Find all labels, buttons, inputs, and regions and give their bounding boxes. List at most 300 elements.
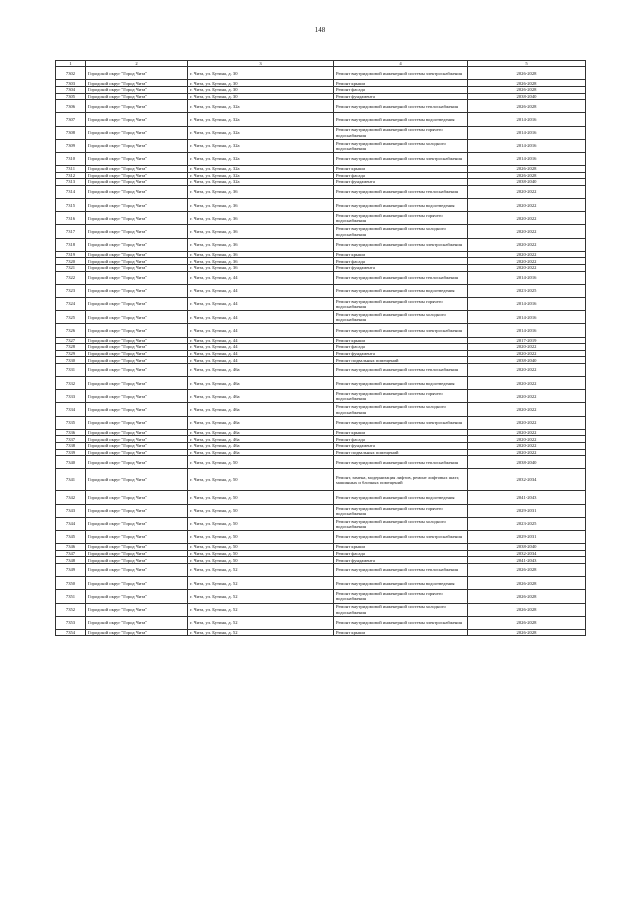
address-cell: г. Чита, ул. Бутина, д. 44 xyxy=(188,311,334,324)
address-cell: г. Чита, ул. Бутина, д. 46а xyxy=(188,416,334,429)
table-row xyxy=(56,491,586,504)
table-row xyxy=(56,377,586,390)
district-name-cell: Городской округ "Город Чита" xyxy=(86,357,188,364)
district-name-cell: Городской округ "Город Чита" xyxy=(86,139,188,152)
work-type-cell: Ремонт внутридомовой инженерной системы холодного водоснабжения xyxy=(334,517,468,530)
table-row xyxy=(56,172,586,179)
work-type-cell: Ремонт внутридомовой инженерной системы водоотведения xyxy=(334,491,468,504)
table-row xyxy=(56,436,586,443)
address-cell: г. Чита, ул. Бутина, д. 50 xyxy=(188,469,334,491)
district-name-cell: Городской округ "Город Чита" xyxy=(86,113,188,126)
row-number-cell: 7320 xyxy=(56,258,86,265)
row-number-cell: 7312 xyxy=(56,172,86,179)
row-number-cell: 7344 xyxy=(56,517,86,530)
row-number-cell: 7349 xyxy=(56,563,86,576)
table-row xyxy=(56,403,586,416)
address-cell: г. Чита, ул. Бутина, д. 50 xyxy=(188,504,334,517)
page-number: 148 xyxy=(314,26,326,34)
work-type-cell: Ремонт внутридомовой инженерной системы горячего водоснабжения xyxy=(334,390,468,403)
row-number-cell: 7341 xyxy=(56,469,86,491)
period-cell: 2020-2022 xyxy=(468,265,586,272)
address-cell: г. Чита, ул. Бутина, д. 44 xyxy=(188,350,334,357)
address-cell: г. Чита, ул. Бутина, д. 44 xyxy=(188,271,334,284)
period-cell: 2020-2022 xyxy=(468,363,586,376)
table-row xyxy=(56,557,586,564)
period-cell: 2020-2022 xyxy=(468,403,586,416)
period-cell: 2041-2043 xyxy=(468,491,586,504)
work-type-cell: Ремонт внутридомовой инженерной системы холодного водоснабжения xyxy=(334,311,468,324)
district-name-cell: Городской округ "Город Чита" xyxy=(86,449,188,456)
district-name-cell: Городской округ "Город Чита" xyxy=(86,100,188,113)
address-cell: г. Чита, ул. Бутина, д. 46а xyxy=(188,449,334,456)
work-type-cell: Ремонт крыши xyxy=(334,629,468,636)
period-cell: 2029-2031 xyxy=(468,504,586,517)
address-cell: г. Чита, ул. Бутина, д. 32а xyxy=(188,152,334,165)
address-cell: г. Чита, ул. Бутина, д. 50 xyxy=(188,544,334,551)
work-type-cell: Ремонт фасада xyxy=(334,436,468,443)
row-number-cell: 7324 xyxy=(56,297,86,310)
district-name-cell: Городской округ "Город Чита" xyxy=(86,199,188,212)
address-cell: г. Чита, ул. Бутина, д. 44 xyxy=(188,344,334,351)
period-cell: 2014-2016 xyxy=(468,152,586,165)
district-name-cell: Городской округ "Город Чита" xyxy=(86,337,188,344)
work-type-cell: Ремонт внутридомовой инженерной системы водоотведения xyxy=(334,113,468,126)
header-cell-5: 5 xyxy=(468,61,586,67)
row-number-cell: 7323 xyxy=(56,284,86,297)
table-row xyxy=(56,284,586,297)
row-number-cell: 7350 xyxy=(56,577,86,590)
address-cell: г. Чита, ул. Бутина, д. 36 xyxy=(188,258,334,265)
district-name-cell: Городской округ "Город Чита" xyxy=(86,297,188,310)
table-row xyxy=(56,603,586,616)
district-name-cell: Городской округ "Город Чита" xyxy=(86,530,188,543)
district-name-cell: Городской округ "Город Чита" xyxy=(86,172,188,179)
district-name-cell: Городской округ "Город Чита" xyxy=(86,416,188,429)
period-cell: 2020-2022 xyxy=(468,449,586,456)
address-cell: г. Чита, ул. Бутина, д. 32а xyxy=(188,100,334,113)
period-cell: 2026-2028 xyxy=(468,80,586,87)
district-name-cell: Городской округ "Город Чита" xyxy=(86,350,188,357)
district-name-cell: Городской округ "Город Чита" xyxy=(86,344,188,351)
period-cell: 2014-2016 xyxy=(468,297,586,310)
work-type-cell: Ремонт фундамента xyxy=(334,443,468,450)
period-cell: 2020-2022 xyxy=(468,251,586,258)
period-cell: 2041-2043 xyxy=(468,557,586,564)
period-cell: 2014-2016 xyxy=(468,126,586,139)
district-name-cell: Городской округ "Город Чита" xyxy=(86,212,188,225)
address-cell: г. Чита, ул. Бутина, д. 46а xyxy=(188,443,334,450)
period-cell: 2029-2031 xyxy=(468,530,586,543)
address-cell: г. Чита, ул. Бутина, д. 46а xyxy=(188,363,334,376)
row-number-cell: 7336 xyxy=(56,429,86,436)
work-type-cell: Ремонт фундамента xyxy=(334,93,468,100)
district-name-cell: Городской округ "Город Чита" xyxy=(86,67,188,80)
work-type-cell: Ремонт крыши xyxy=(334,337,468,344)
address-cell: г. Чита, ул. Бутина, д. 30 xyxy=(188,86,334,93)
district-name-cell: Городской округ "Город Чита" xyxy=(86,93,188,100)
repair-schedule-table xyxy=(55,60,586,636)
row-number-cell: 7333 xyxy=(56,390,86,403)
table-row xyxy=(56,265,586,272)
period-cell: 2020-2022 xyxy=(468,390,586,403)
district-name-cell: Городской округ "Город Чита" xyxy=(86,469,188,491)
work-type-cell: Ремонт внутридомовой инженерной системы электроснабжения xyxy=(334,416,468,429)
row-number-cell: 7339 xyxy=(56,449,86,456)
district-name-cell: Городской округ "Город Чита" xyxy=(86,491,188,504)
row-number-cell: 7327 xyxy=(56,337,86,344)
district-name-cell: Городской округ "Город Чита" xyxy=(86,429,188,436)
work-type-cell: Ремонт внутридомовой инженерной системы горячего водоснабжения xyxy=(334,297,468,310)
district-name-cell: Городской округ "Город Чита" xyxy=(86,284,188,297)
table-row xyxy=(56,139,586,152)
work-type-cell: Ремонт внутридомовой инженерной системы горячего водоснабжения xyxy=(334,126,468,139)
address-cell: г. Чита, ул. Бутина, д. 30 xyxy=(188,67,334,80)
district-name-cell: Городской округ "Город Чита" xyxy=(86,185,188,198)
address-cell: г. Чита, ул. Бутина, д. 46а xyxy=(188,429,334,436)
table-row xyxy=(56,86,586,93)
district-name-cell: Городской округ "Город Чита" xyxy=(86,616,188,629)
table-row xyxy=(56,185,586,198)
address-cell: г. Чита, ул. Бутина, д. 50 xyxy=(188,550,334,557)
table-row xyxy=(56,93,586,100)
address-cell: г. Чита, ул. Бутина, д. 32а xyxy=(188,179,334,186)
row-number-cell: 7306 xyxy=(56,100,86,113)
row-number-cell: 7310 xyxy=(56,152,86,165)
district-name-cell: Городской округ "Город Чита" xyxy=(86,166,188,173)
table-row xyxy=(56,350,586,357)
row-number-cell: 7303 xyxy=(56,80,86,87)
row-number-cell: 7319 xyxy=(56,251,86,258)
work-type-cell: Ремонт крыши xyxy=(334,429,468,436)
work-type-cell: Ремонт фундамента xyxy=(334,350,468,357)
work-type-cell: Ремонт внутридомовой инженерной системы электроснабжения xyxy=(334,67,468,80)
address-cell: г. Чита, ул. Бутина, д. 46а xyxy=(188,377,334,390)
address-cell: г. Чита, ул. Бутина, д. 36 xyxy=(188,238,334,251)
table-row xyxy=(56,517,586,530)
district-name-cell: Городской округ "Город Чита" xyxy=(86,390,188,403)
work-type-cell: Ремонт внутридомовой инженерной системы теплоснабжения xyxy=(334,100,468,113)
address-cell: г. Чита, ул. Бутина, д. 30 xyxy=(188,93,334,100)
table-row xyxy=(56,416,586,429)
work-type-cell: Ремонт внутридомовой инженерной системы теплоснабжения xyxy=(334,456,468,469)
address-cell: г. Чита, ул. Бутина, д. 44 xyxy=(188,357,334,364)
table-body xyxy=(56,67,586,636)
row-number-cell: 7335 xyxy=(56,416,86,429)
address-cell: г. Чита, ул. Бутина, д. 32а xyxy=(188,126,334,139)
row-number-cell: 7354 xyxy=(56,629,86,636)
table-row xyxy=(56,179,586,186)
table-row xyxy=(56,166,586,173)
row-number-cell: 7337 xyxy=(56,436,86,443)
table-row xyxy=(56,258,586,265)
period-cell: 2026-2028 xyxy=(468,86,586,93)
period-cell: 2026-2028 xyxy=(468,629,586,636)
table-row xyxy=(56,337,586,344)
work-type-cell: Ремонт подвальных помещений xyxy=(334,449,468,456)
row-number-cell: 7304 xyxy=(56,86,86,93)
period-cell: 2038-2040 xyxy=(468,93,586,100)
address-cell: г. Чита, ул. Бутина, д. 44 xyxy=(188,337,334,344)
work-type-cell: Ремонт фасада xyxy=(334,258,468,265)
address-cell: г. Чита, ул. Бутина, д. 36 xyxy=(188,225,334,238)
district-name-cell: Городской округ "Город Чита" xyxy=(86,311,188,324)
work-type-cell: Ремонт внутридомовой инженерной системы электроснабжения xyxy=(334,152,468,165)
work-type-cell: Ремонт внутридомовой инженерной системы теплоснабжения xyxy=(334,363,468,376)
row-number-cell: 7340 xyxy=(56,456,86,469)
work-type-cell: Ремонт фасада xyxy=(334,344,468,351)
work-type-cell: Ремонт, замена, модернизация лифтов, ремонт лифтовых шахт, машинных и блочных помещений xyxy=(334,469,468,491)
address-cell: г. Чита, ул. Бутина, д. 30 xyxy=(188,80,334,87)
row-number-cell: 7345 xyxy=(56,530,86,543)
district-name-cell: Городской округ "Город Чита" xyxy=(86,544,188,551)
table-row xyxy=(56,199,586,212)
table-row xyxy=(56,429,586,436)
row-number-cell: 7352 xyxy=(56,603,86,616)
work-type-cell: Ремонт подвальных помещений xyxy=(334,357,468,364)
row-number-cell: 7342 xyxy=(56,491,86,504)
table-row xyxy=(56,357,586,364)
work-type-cell: Ремонт внутридомовой инженерной системы холодного водоснабжения xyxy=(334,403,468,416)
table-row xyxy=(56,212,586,225)
period-cell: 2020-2022 xyxy=(468,238,586,251)
district-name-cell: Городской округ "Город Чита" xyxy=(86,80,188,87)
district-name-cell: Городской округ "Город Чита" xyxy=(86,86,188,93)
period-cell: 2014-2016 xyxy=(468,139,586,152)
period-cell: 2020-2022 xyxy=(468,212,586,225)
row-number-cell: 7325 xyxy=(56,311,86,324)
address-cell: г. Чита, ул. Бутина, д. 46а xyxy=(188,436,334,443)
work-type-cell: Ремонт крыши xyxy=(334,166,468,173)
work-type-cell: Ремонт фасада xyxy=(334,86,468,93)
period-cell: 2026-2028 xyxy=(468,577,586,590)
table-row xyxy=(56,530,586,543)
address-cell: г. Чита, ул. Бутина, д. 36 xyxy=(188,185,334,198)
table-row xyxy=(56,469,586,491)
district-name-cell: Городской округ "Город Чита" xyxy=(86,179,188,186)
row-number-cell: 7332 xyxy=(56,377,86,390)
table-row xyxy=(56,297,586,310)
period-cell: 2020-2022 xyxy=(468,350,586,357)
district-name-cell: Городской округ "Город Чита" xyxy=(86,550,188,557)
period-cell: 2038-2040 xyxy=(468,456,586,469)
row-number-cell: 7309 xyxy=(56,139,86,152)
row-number-cell: 7326 xyxy=(56,324,86,337)
row-number-cell: 7308 xyxy=(56,126,86,139)
period-cell: 2026-2028 xyxy=(468,590,586,603)
period-cell: 2026-2028 xyxy=(468,67,586,80)
work-type-cell: Ремонт внутридомовой инженерной системы электроснабжения xyxy=(334,616,468,629)
address-cell: г. Чита, ул. Бутина, д. 50 xyxy=(188,557,334,564)
period-cell: 2026-2028 xyxy=(468,603,586,616)
row-number-cell: 7334 xyxy=(56,403,86,416)
table-row xyxy=(56,550,586,557)
period-cell: 2020-2022 xyxy=(468,344,586,351)
table-row xyxy=(56,152,586,165)
period-cell: 2026-2028 xyxy=(468,166,586,173)
district-name-cell: Городской округ "Город Чита" xyxy=(86,577,188,590)
period-cell: 2020-2022 xyxy=(468,443,586,450)
address-cell: г. Чита, ул. Бутина, д. 52 xyxy=(188,629,334,636)
work-type-cell: Ремонт внутридомовой инженерной системы холодного водоснабжения xyxy=(334,603,468,616)
work-type-cell: Ремонт внутридомовой инженерной системы электроснабжения xyxy=(334,324,468,337)
period-cell: 2020-2022 xyxy=(468,225,586,238)
row-number-cell: 7347 xyxy=(56,550,86,557)
district-name-cell: Городской округ "Город Чита" xyxy=(86,517,188,530)
district-name-cell: Городской округ "Город Чита" xyxy=(86,324,188,337)
table-row xyxy=(56,251,586,258)
period-cell: 2026-2028 xyxy=(468,100,586,113)
row-number-cell: 7322 xyxy=(56,271,86,284)
period-cell: 2014-2016 xyxy=(468,271,586,284)
work-type-cell: Ремонт внутридомовой инженерной системы горячего водоснабжения xyxy=(334,212,468,225)
period-cell: 2026-2028 xyxy=(468,563,586,576)
table-row xyxy=(56,616,586,629)
address-cell: г. Чита, ул. Бутина, д. 46а xyxy=(188,390,334,403)
table-row xyxy=(56,363,586,376)
address-cell: г. Чита, ул. Бутина, д. 44 xyxy=(188,297,334,310)
work-type-cell: Ремонт внутридомовой инженерной системы теплоснабжения xyxy=(334,185,468,198)
work-type-cell: Ремонт внутридомовой инженерной системы водоотведения xyxy=(334,377,468,390)
table-row xyxy=(56,100,586,113)
row-number-cell: 7302 xyxy=(56,67,86,80)
row-number-cell: 7338 xyxy=(56,443,86,450)
district-name-cell: Городской округ "Город Чита" xyxy=(86,603,188,616)
row-number-cell: 7316 xyxy=(56,212,86,225)
period-cell: 2014-2016 xyxy=(468,113,586,126)
header-cell-3: 3 xyxy=(188,61,334,67)
district-name-cell: Городской округ "Город Чита" xyxy=(86,629,188,636)
address-cell: г. Чита, ул. Бутина, д. 52 xyxy=(188,563,334,576)
work-type-cell: Ремонт внутридомовой инженерной системы электроснабжения xyxy=(334,530,468,543)
work-type-cell: Ремонт внутридомовой инженерной системы горячего водоснабжения xyxy=(334,590,468,603)
row-number-cell: 7343 xyxy=(56,504,86,517)
address-cell: г. Чита, ул. Бутина, д. 50 xyxy=(188,456,334,469)
period-cell: 2020-2022 xyxy=(468,429,586,436)
district-name-cell: Городской округ "Город Чита" xyxy=(86,251,188,258)
address-cell: г. Чита, ул. Бутина, д. 32а xyxy=(188,172,334,179)
district-name-cell: Городской округ "Город Чита" xyxy=(86,456,188,469)
work-type-cell: Ремонт внутридомовой инженерной системы холодного водоснабжения xyxy=(334,139,468,152)
table-row xyxy=(56,324,586,337)
period-cell: 2032-2034 xyxy=(468,550,586,557)
table-row xyxy=(56,238,586,251)
table-row xyxy=(56,449,586,456)
period-cell: 2023-2025 xyxy=(468,517,586,530)
work-type-cell: Ремонт фундамента xyxy=(334,179,468,186)
row-number-cell: 7351 xyxy=(56,590,86,603)
table-row xyxy=(56,344,586,351)
address-cell: г. Чита, ул. Бутина, д. 46а xyxy=(188,403,334,416)
period-cell: 2020-2022 xyxy=(468,377,586,390)
work-type-cell: Ремонт крыши xyxy=(334,80,468,87)
district-name-cell: Городской округ "Город Чита" xyxy=(86,152,188,165)
district-name-cell: Городской округ "Город Чита" xyxy=(86,271,188,284)
address-cell: г. Чита, ул. Бутина, д. 50 xyxy=(188,530,334,543)
work-type-cell: Ремонт внутридомовой инженерной системы теплоснабжения xyxy=(334,271,468,284)
address-cell: г. Чита, ул. Бутина, д. 32а xyxy=(188,113,334,126)
row-number-cell: 7328 xyxy=(56,344,86,351)
table-row xyxy=(56,577,586,590)
district-name-cell: Городской округ "Город Чита" xyxy=(86,443,188,450)
district-name-cell: Городской округ "Город Чита" xyxy=(86,504,188,517)
district-name-cell: Городской округ "Город Чита" xyxy=(86,590,188,603)
header-cell-1: 1 xyxy=(56,61,86,67)
row-number-cell: 7313 xyxy=(56,179,86,186)
address-cell: г. Чита, ул. Бутина, д. 50 xyxy=(188,491,334,504)
address-cell: г. Чита, ул. Бутина, д. 50 xyxy=(188,517,334,530)
address-cell: г. Чита, ул. Бутина, д. 52 xyxy=(188,590,334,603)
table-row xyxy=(56,456,586,469)
period-cell: 2026-2028 xyxy=(468,616,586,629)
table-row xyxy=(56,80,586,87)
period-cell: 2032-2034 xyxy=(468,469,586,491)
work-type-cell: Ремонт внутридомовой инженерной системы водоотведения xyxy=(334,284,468,297)
period-cell: 2020-2022 xyxy=(468,436,586,443)
work-type-cell: Ремонт внутридомовой инженерной системы горячего водоснабжения xyxy=(334,504,468,517)
period-cell: 2020-2022 xyxy=(468,199,586,212)
period-cell: 2023-2025 xyxy=(468,284,586,297)
table-row xyxy=(56,67,586,80)
address-cell: г. Чита, ул. Бутина, д. 36 xyxy=(188,212,334,225)
work-type-cell: Ремонт внутридомовой инженерной системы теплоснабжения xyxy=(334,563,468,576)
period-cell: 2038-2040 xyxy=(468,179,586,186)
row-number-cell: 7315 xyxy=(56,199,86,212)
address-cell: г. Чита, ул. Бутина, д. 52 xyxy=(188,603,334,616)
period-cell: 2014-2016 xyxy=(468,311,586,324)
district-name-cell: Городской округ "Город Чита" xyxy=(86,403,188,416)
header-cell-2: 2 xyxy=(86,61,188,67)
row-number-cell: 7311 xyxy=(56,166,86,173)
header-cell-4: 4 xyxy=(334,61,468,67)
table-row xyxy=(56,271,586,284)
district-name-cell: Городской округ "Город Чита" xyxy=(86,557,188,564)
address-cell: г. Чита, ул. Бутина, д. 36 xyxy=(188,199,334,212)
work-type-cell: Ремонт внутридомовой инженерной системы холодного водоснабжения xyxy=(334,225,468,238)
district-name-cell: Городской округ "Город Чита" xyxy=(86,225,188,238)
period-cell: 2020-2022 xyxy=(468,416,586,429)
table-row xyxy=(56,126,586,139)
address-cell: г. Чита, ул. Бутина, д. 36 xyxy=(188,251,334,258)
work-type-cell: Ремонт внутридомовой инженерной системы электроснабжения xyxy=(334,238,468,251)
table-row xyxy=(56,225,586,238)
period-cell: 2038-2040 xyxy=(468,357,586,364)
address-cell: г. Чита, ул. Бутина, д. 32а xyxy=(188,139,334,152)
table-row xyxy=(56,629,586,636)
period-cell: 2014-2016 xyxy=(468,324,586,337)
work-type-cell: Ремонт фасада xyxy=(334,550,468,557)
district-name-cell: Городской округ "Город Чита" xyxy=(86,377,188,390)
work-type-cell: Ремонт крыши xyxy=(334,251,468,258)
row-number-cell: 7307 xyxy=(56,113,86,126)
work-type-cell: Ремонт крыши xyxy=(334,544,468,551)
district-name-cell: Городской округ "Город Чита" xyxy=(86,563,188,576)
row-number-cell: 7317 xyxy=(56,225,86,238)
work-type-cell: Ремонт фасада xyxy=(334,172,468,179)
address-cell: г. Чита, ул. Бутина, д. 44 xyxy=(188,284,334,297)
district-name-cell: Городской округ "Город Чита" xyxy=(86,436,188,443)
table-row xyxy=(56,590,586,603)
address-cell: г. Чита, ул. Бутина, д. 36 xyxy=(188,265,334,272)
work-type-cell: Ремонт внутридомовой инженерной системы водоотведения xyxy=(334,199,468,212)
table-row xyxy=(56,544,586,551)
table-row xyxy=(56,311,586,324)
table-row xyxy=(56,504,586,517)
period-cell: 2026-2028 xyxy=(468,172,586,179)
table-row xyxy=(56,113,586,126)
row-number-cell: 7331 xyxy=(56,363,86,376)
period-cell: 2020-2022 xyxy=(468,185,586,198)
row-number-cell: 7346 xyxy=(56,544,86,551)
